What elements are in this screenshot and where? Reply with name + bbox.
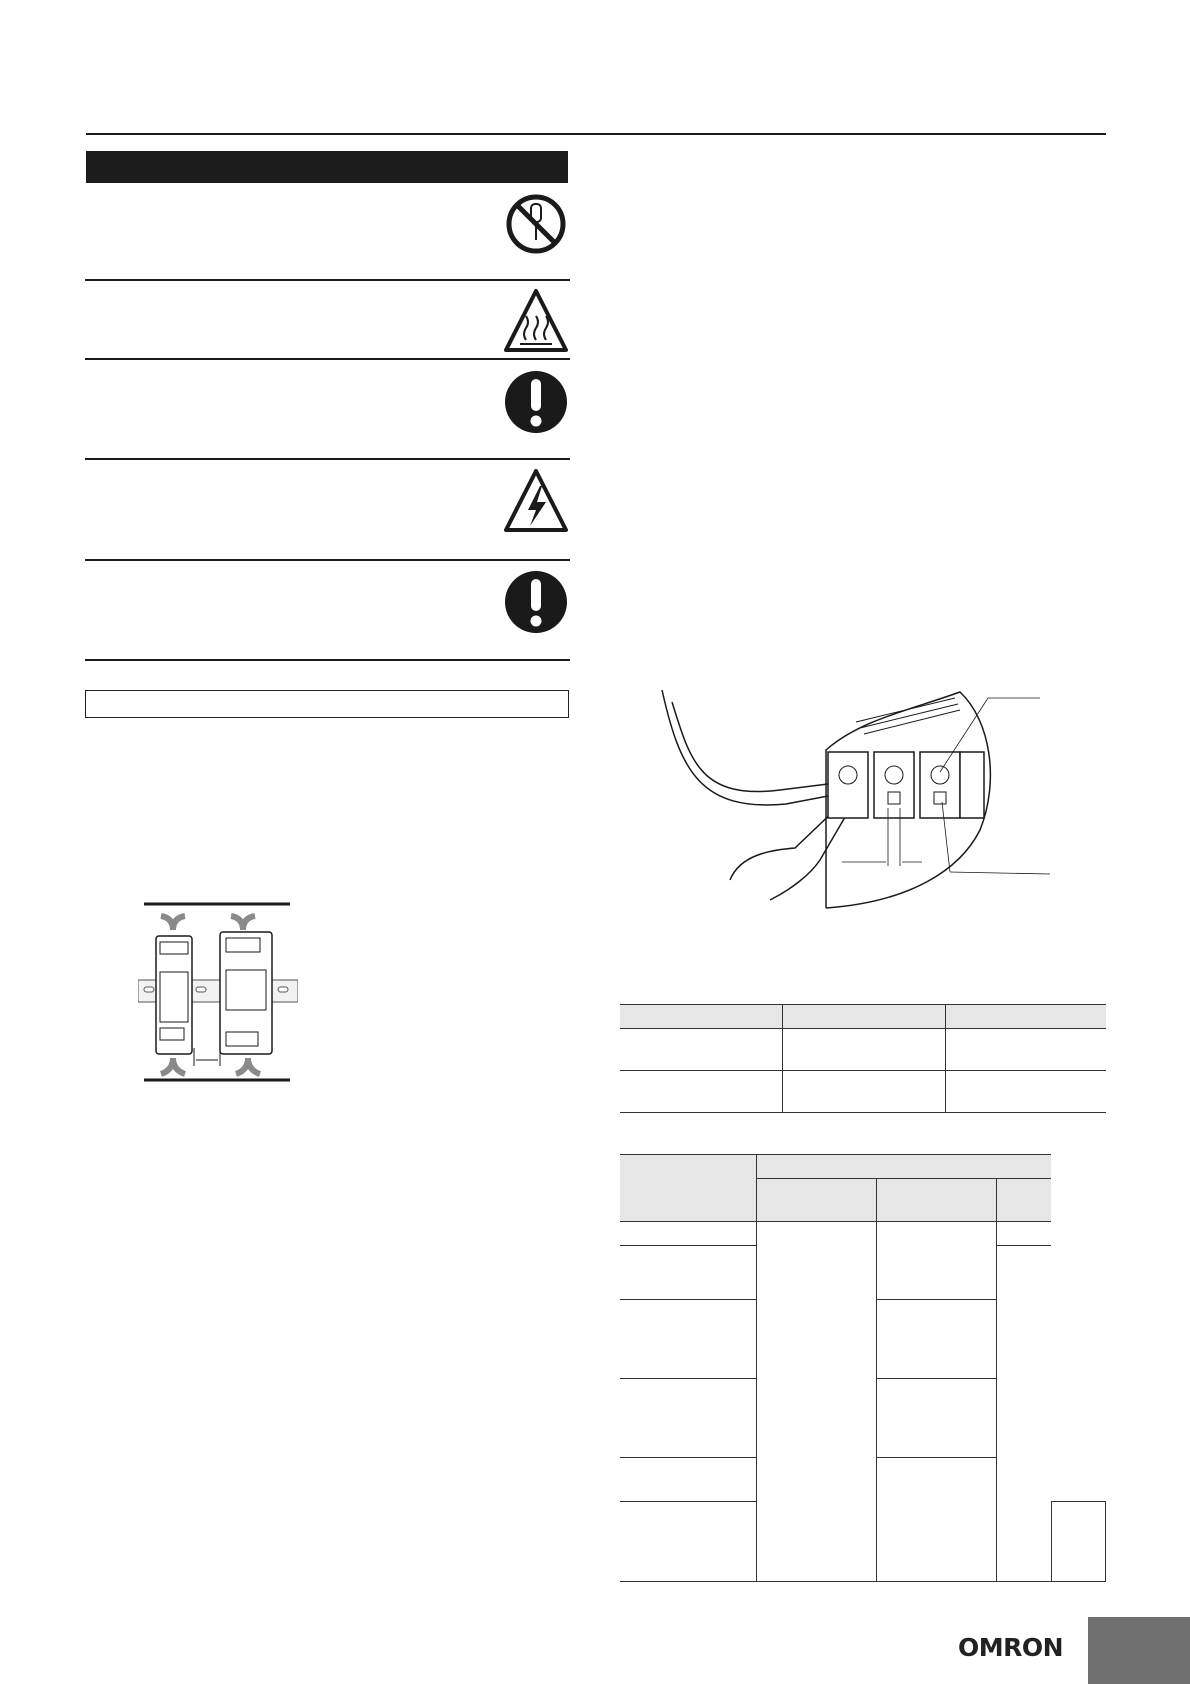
table-cell [620,1071,783,1113]
section-divider [85,659,570,661]
table-cell [1051,1502,1106,1582]
table-cell [620,1502,757,1582]
precautions-heading-bar [86,151,568,183]
table-cell [877,1300,997,1379]
table-cell [620,1379,757,1458]
section-divider [85,358,570,360]
small-spec-table [620,1004,1106,1113]
table-row [620,1071,1106,1113]
electric-shock-icon [502,466,570,536]
mounting-diagram [138,902,298,1084]
table-cell [620,1458,757,1502]
table-cell [783,1029,946,1071]
table-header-row [620,1005,1106,1029]
table-cell [620,1029,783,1071]
table-cell [783,1071,946,1113]
section-divider [85,458,570,460]
table-cell [757,1222,877,1582]
table-cell [997,1222,1052,1246]
mandatory-action-icon [502,368,570,438]
table-header-cell [757,1155,1052,1179]
hot-surface-icon [502,286,570,356]
table-header-cell [757,1179,877,1222]
do-not-disassemble-icon [502,190,570,260]
header-rule [86,133,1106,135]
table-cell [877,1458,997,1582]
table-header-row [620,1155,1106,1179]
mandatory-action-icon [502,568,570,638]
table-header-cell [620,1155,757,1222]
section-divider [85,279,570,281]
table-cell [877,1379,997,1458]
table-cell [877,1222,997,1300]
table-row [620,1222,1106,1246]
table-cell [997,1246,1052,1582]
terminal-wiring-diagram [660,680,1060,910]
table-cell [620,1246,757,1300]
table-header-cell [877,1179,997,1222]
table-header-cell [783,1005,946,1029]
table-header-cell [620,1005,783,1029]
section-divider [85,559,570,561]
page-corner-tab [1088,1617,1190,1684]
table-cell [946,1071,1107,1113]
large-spec-table [620,1154,1106,1582]
table-cell [620,1300,757,1379]
table-header-cell [946,1005,1107,1029]
table-cell [620,1222,757,1246]
table-row [620,1029,1106,1071]
brand-logo: OMRON [958,1633,1064,1662]
table-cell [946,1029,1107,1071]
table-header-cell [997,1179,1052,1222]
precautions-subheading-box [85,690,569,718]
